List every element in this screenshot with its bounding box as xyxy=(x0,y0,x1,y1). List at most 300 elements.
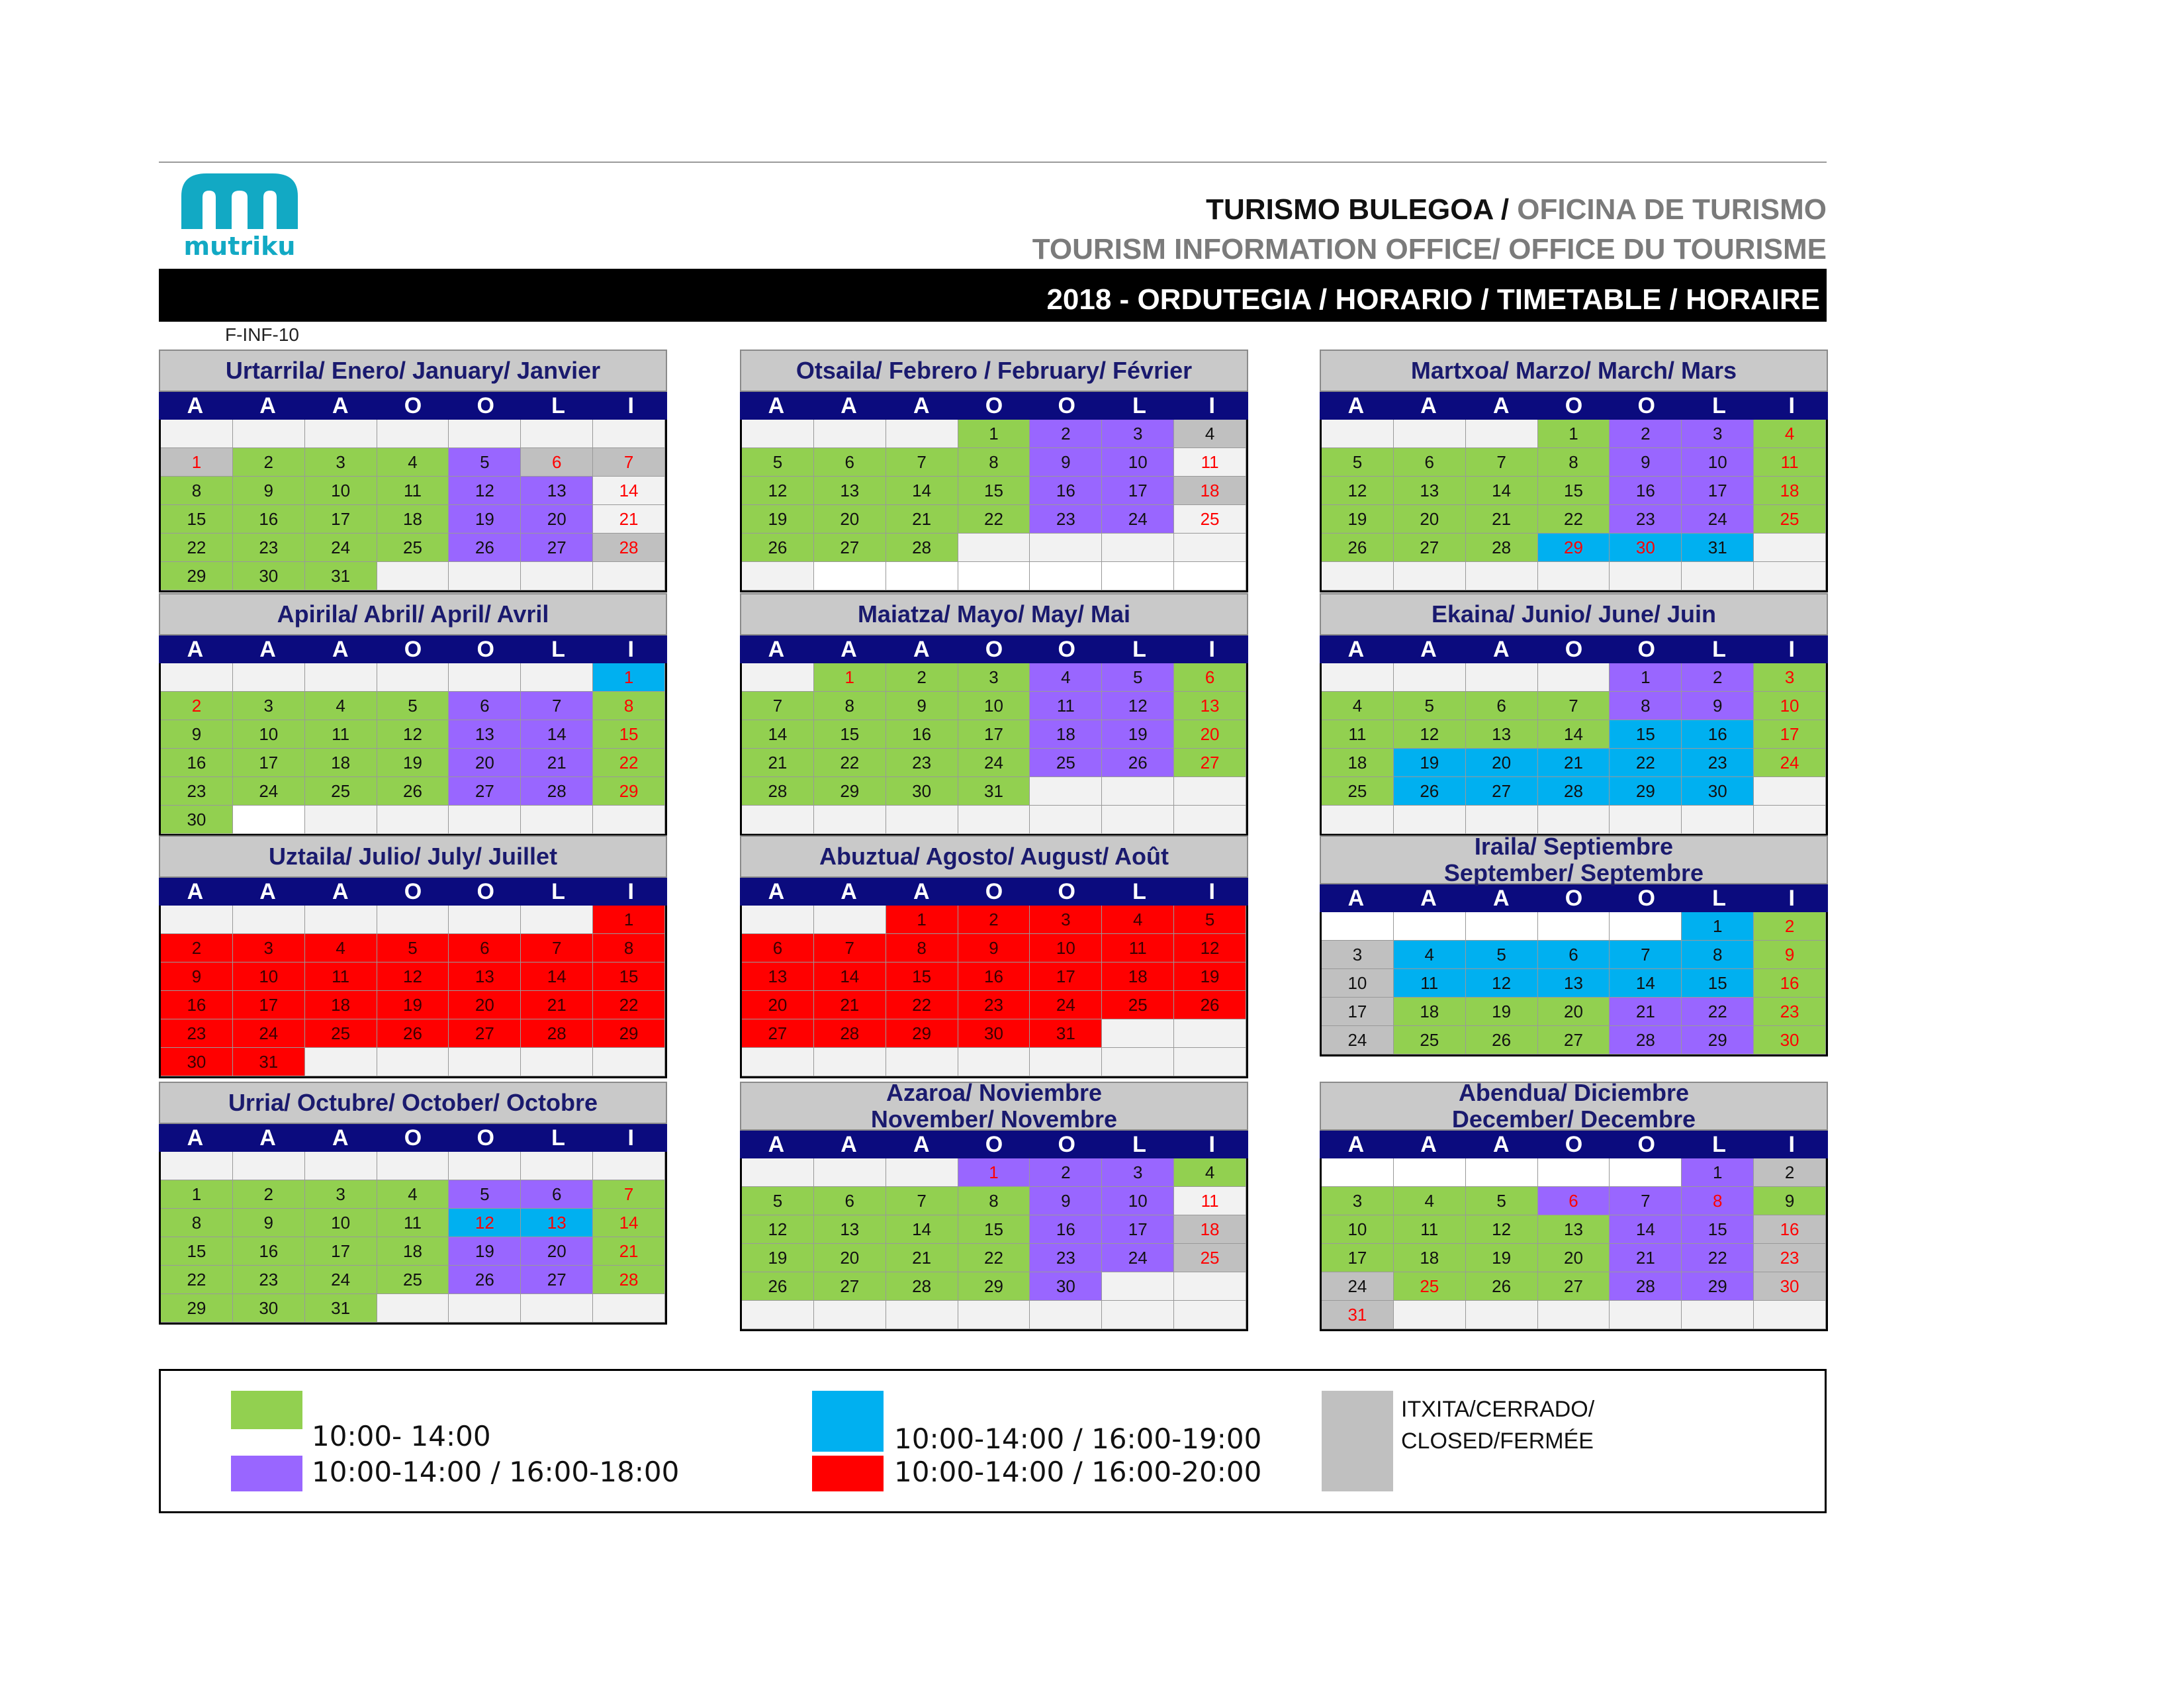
weekday-label: A xyxy=(332,393,349,418)
day-cell: 31 xyxy=(1682,534,1754,562)
empty-cell xyxy=(1754,1301,1826,1329)
day-cell: 8 xyxy=(814,692,886,720)
day-cell: 8 xyxy=(593,934,665,962)
weekday-label: A xyxy=(259,393,276,418)
empty-cell xyxy=(1102,562,1174,590)
day-cell: 7 xyxy=(1610,1187,1682,1215)
empty-cell xyxy=(377,906,449,934)
empty-cell xyxy=(233,663,305,692)
empty-cell xyxy=(1174,534,1246,562)
empty-cell xyxy=(305,906,377,934)
day-cell: 12 xyxy=(1394,720,1466,749)
day-cell: 7 xyxy=(593,1180,665,1209)
day-cell: 15 xyxy=(1682,1215,1754,1244)
day-cell: 19 xyxy=(742,505,814,534)
empty-cell xyxy=(1610,562,1682,590)
day-cell: 19 xyxy=(742,1244,814,1272)
header-title-dark: TURISMO BULEGOA / xyxy=(1206,193,1510,226)
weekday-label: I xyxy=(627,637,634,662)
day-cell: 1 xyxy=(814,663,886,692)
day-cell: 19 xyxy=(1394,749,1466,777)
day-cell: 19 xyxy=(449,505,521,534)
month-title-text: Martxoa/ Marzo/ March/ Mars xyxy=(1410,357,1737,384)
empty-cell xyxy=(521,1048,593,1076)
day-cell: 19 xyxy=(1322,505,1394,534)
day-cell: 2 xyxy=(1030,1158,1102,1187)
day-cell: 16 xyxy=(1754,1215,1826,1244)
day-cell: 2 xyxy=(1610,420,1682,448)
weekday-label: A xyxy=(768,879,785,904)
day-cell: 4 xyxy=(1174,1158,1246,1187)
day-cell: 22 xyxy=(1682,998,1754,1026)
weekday-label: O xyxy=(1058,393,1075,418)
day-cell: 13 xyxy=(1394,477,1466,505)
empty-cell xyxy=(449,1152,521,1180)
day-cell: 14 xyxy=(1538,720,1610,749)
day-cell: 11 xyxy=(1102,934,1174,962)
day-cell: 29 xyxy=(814,777,886,806)
empty-cell xyxy=(521,562,593,590)
day-cell: 9 xyxy=(1030,448,1102,477)
day-cell: 3 xyxy=(1682,420,1754,448)
empty-cell xyxy=(521,420,593,448)
day-cell: 30 xyxy=(233,562,305,590)
day-cell: 30 xyxy=(886,777,958,806)
empty-cell xyxy=(233,420,305,448)
month-title-text: Iraila/ Septiembre September/ Septembre xyxy=(1443,833,1704,886)
weekday-label: O xyxy=(404,1125,422,1150)
day-cell: 19 xyxy=(377,749,449,777)
weekday-label: A xyxy=(259,637,276,662)
day-cell: 8 xyxy=(161,477,233,505)
day-cell: 7 xyxy=(886,448,958,477)
empty-cell xyxy=(233,1152,305,1180)
day-cell: 29 xyxy=(593,777,665,806)
empty-cell xyxy=(377,420,449,448)
day-cell: 6 xyxy=(1538,941,1610,969)
day-cell: 10 xyxy=(1322,1215,1394,1244)
day-cell: 30 xyxy=(161,806,233,834)
day-cell: 15 xyxy=(1610,720,1682,749)
day-cell: 24 xyxy=(958,749,1030,777)
day-cell: 21 xyxy=(742,749,814,777)
day-cell: 22 xyxy=(958,1244,1030,1272)
month-calendar xyxy=(740,593,1248,836)
day-cell: 13 xyxy=(449,962,521,991)
day-cell: 2 xyxy=(1682,663,1754,692)
day-cell: 4 xyxy=(1754,420,1826,448)
day-cell: 23 xyxy=(233,1266,305,1294)
day-cell: 30 xyxy=(1682,777,1754,806)
day-cell: 10 xyxy=(1754,692,1826,720)
month-title-text: Azaroa/ Noviembre November/ Novembre xyxy=(870,1079,1118,1133)
empty-cell xyxy=(377,806,449,834)
day-grid xyxy=(1320,663,1828,836)
day-cell: 27 xyxy=(521,534,593,562)
empty-cell xyxy=(1538,1158,1610,1187)
day-cell: 16 xyxy=(886,720,958,749)
form-code: F-INF-10 xyxy=(225,324,299,345)
month-calendar xyxy=(159,1082,667,1325)
day-cell: 28 xyxy=(1610,1026,1682,1055)
day-cell: 20 xyxy=(814,505,886,534)
day-cell: 24 xyxy=(1682,505,1754,534)
day-cell: 2 xyxy=(886,663,958,692)
day-cell: 29 xyxy=(593,1019,665,1048)
empty-cell xyxy=(1682,806,1754,834)
day-cell: 30 xyxy=(1030,1272,1102,1301)
empty-cell xyxy=(1102,806,1174,834)
day-cell: 14 xyxy=(886,477,958,505)
weekday-label: O xyxy=(1565,886,1583,911)
empty-cell xyxy=(305,1152,377,1180)
weekday-label: A xyxy=(841,393,857,418)
day-cell: 4 xyxy=(1102,906,1174,934)
empty-cell xyxy=(1102,534,1174,562)
day-cell: 28 xyxy=(1466,534,1538,562)
day-cell: 11 xyxy=(377,477,449,505)
day-cell: 17 xyxy=(233,749,305,777)
weekday-label: O xyxy=(1565,393,1583,418)
empty-cell xyxy=(814,562,886,590)
day-cell: 8 xyxy=(886,934,958,962)
day-cell: 6 xyxy=(521,448,593,477)
day-cell: 11 xyxy=(1394,969,1466,998)
day-cell: 2 xyxy=(1754,1158,1826,1187)
day-cell: 16 xyxy=(233,505,305,534)
day-cell: 20 xyxy=(814,1244,886,1272)
empty-cell xyxy=(814,420,886,448)
weekday-label: L xyxy=(1132,1132,1146,1157)
day-cell: 22 xyxy=(1538,505,1610,534)
day-cell: 26 xyxy=(742,534,814,562)
day-cell: 14 xyxy=(1610,1215,1682,1244)
day-cell: 2 xyxy=(1754,912,1826,941)
header-title-grey: OFICINA DE TURISMO xyxy=(1509,193,1827,226)
day-cell: 27 xyxy=(449,777,521,806)
day-cell: 8 xyxy=(1610,692,1682,720)
weekday-label: O xyxy=(1058,637,1075,662)
day-cell: 9 xyxy=(1030,1187,1102,1215)
legend-purple-swatch xyxy=(231,1456,302,1491)
weekday-label: A xyxy=(913,1132,930,1157)
empty-cell xyxy=(1394,1158,1466,1187)
day-cell: 8 xyxy=(593,692,665,720)
empty-cell xyxy=(1538,806,1610,834)
day-cell: 28 xyxy=(1610,1272,1682,1301)
day-cell: 9 xyxy=(161,962,233,991)
day-cell: 20 xyxy=(449,991,521,1019)
day-cell: 5 xyxy=(1466,1187,1538,1215)
day-cell: 7 xyxy=(521,934,593,962)
weekday-label: L xyxy=(1712,886,1726,911)
mutriku-logo xyxy=(173,169,306,262)
empty-cell xyxy=(161,420,233,448)
month-calendar xyxy=(159,593,667,836)
weekday-label: A xyxy=(259,1125,276,1150)
day-cell: 14 xyxy=(521,962,593,991)
weekday-label: L xyxy=(551,1125,565,1150)
day-cell: 5 xyxy=(742,448,814,477)
empty-cell xyxy=(1322,663,1394,692)
empty-cell xyxy=(1030,806,1102,834)
month-title xyxy=(740,1079,1248,1133)
day-cell: 4 xyxy=(305,692,377,720)
empty-cell xyxy=(886,806,958,834)
weekday-label: O xyxy=(985,1132,1003,1157)
day-cell: 20 xyxy=(1466,749,1538,777)
day-cell: 13 xyxy=(521,1209,593,1237)
month-calendar xyxy=(1320,350,1828,592)
day-cell: 1 xyxy=(161,448,233,477)
empty-cell xyxy=(305,1048,377,1076)
empty-cell xyxy=(449,1048,521,1076)
day-cell: 15 xyxy=(958,477,1030,505)
day-cell: 24 xyxy=(233,1019,305,1048)
day-cell: 20 xyxy=(521,505,593,534)
day-cell: 12 xyxy=(1102,692,1174,720)
weekday-label: O xyxy=(1637,1132,1655,1157)
day-cell: 22 xyxy=(814,749,886,777)
day-cell: 27 xyxy=(1174,749,1246,777)
day-cell: 23 xyxy=(1682,749,1754,777)
day-cell: 17 xyxy=(305,505,377,534)
weekday-header xyxy=(159,878,667,906)
day-grid xyxy=(740,906,1248,1078)
empty-cell xyxy=(886,1301,958,1329)
empty-cell xyxy=(1174,1272,1246,1301)
day-cell: 6 xyxy=(521,1180,593,1209)
day-cell: 10 xyxy=(233,720,305,749)
day-cell: 13 xyxy=(742,962,814,991)
day-cell: 11 xyxy=(305,720,377,749)
day-cell: 20 xyxy=(449,749,521,777)
day-cell: 12 xyxy=(449,477,521,505)
day-cell: 15 xyxy=(886,962,958,991)
day-cell: 8 xyxy=(1682,941,1754,969)
empty-cell xyxy=(742,1158,814,1187)
day-cell: 1 xyxy=(1538,420,1610,448)
empty-cell xyxy=(521,1294,593,1323)
day-cell: 19 xyxy=(1466,998,1538,1026)
weekday-label: A xyxy=(332,637,349,662)
day-cell: 21 xyxy=(886,1244,958,1272)
empty-cell xyxy=(742,420,814,448)
empty-cell xyxy=(377,1294,449,1323)
empty-cell xyxy=(521,906,593,934)
day-cell: 21 xyxy=(1610,1244,1682,1272)
empty-cell xyxy=(233,806,305,834)
weekday-label: A xyxy=(332,879,349,904)
empty-cell xyxy=(1754,534,1826,562)
weekday-label: A xyxy=(187,879,204,904)
weekday-label: O xyxy=(1058,879,1075,904)
empty-cell xyxy=(958,1048,1030,1076)
empty-cell xyxy=(1394,912,1466,941)
day-cell: 7 xyxy=(1610,941,1682,969)
month-title xyxy=(1320,593,1828,635)
header-line-1 xyxy=(1206,193,1827,226)
empty-cell xyxy=(1322,1158,1394,1187)
day-cell: 3 xyxy=(1322,1187,1394,1215)
legend xyxy=(159,1369,1827,1513)
empty-cell xyxy=(1466,562,1538,590)
day-grid xyxy=(1320,1158,1828,1331)
day-cell: 31 xyxy=(233,1048,305,1076)
empty-cell xyxy=(958,562,1030,590)
empty-cell xyxy=(1538,562,1610,590)
weekday-header xyxy=(159,392,667,420)
day-cell: 25 xyxy=(1030,749,1102,777)
day-cell: 10 xyxy=(1102,1187,1174,1215)
empty-cell xyxy=(521,663,593,692)
month-calendar xyxy=(740,835,1248,1078)
day-cell: 16 xyxy=(1030,477,1102,505)
weekday-label: A xyxy=(768,1132,785,1157)
empty-cell xyxy=(1394,806,1466,834)
day-cell: 3 xyxy=(1102,420,1174,448)
legend-purple-label: 10:00-14:00 / 16:00-18:00 xyxy=(312,1456,680,1488)
day-grid xyxy=(1320,420,1828,592)
day-cell: 9 xyxy=(958,934,1030,962)
month-title-text: Maiatza/ Mayo/ May/ Mai xyxy=(857,600,1131,628)
empty-cell xyxy=(449,806,521,834)
day-cell: 28 xyxy=(886,534,958,562)
day-grid xyxy=(159,906,667,1078)
day-cell: 3 xyxy=(958,663,1030,692)
empty-cell xyxy=(161,663,233,692)
day-cell: 20 xyxy=(742,991,814,1019)
empty-cell xyxy=(1174,806,1246,834)
day-cell: 11 xyxy=(1030,692,1102,720)
day-cell: 5 xyxy=(1102,663,1174,692)
day-cell: 7 xyxy=(593,448,665,477)
empty-cell xyxy=(742,1048,814,1076)
empty-cell xyxy=(1102,1019,1174,1048)
day-cell: 13 xyxy=(1538,969,1610,998)
weekday-label: A xyxy=(913,637,930,662)
day-cell: 17 xyxy=(958,720,1030,749)
day-cell: 24 xyxy=(1102,505,1174,534)
day-cell: 9 xyxy=(233,1209,305,1237)
empty-cell xyxy=(1102,1272,1174,1301)
day-cell: 29 xyxy=(1682,1272,1754,1301)
month-title xyxy=(159,1082,667,1124)
logo-text: mutriku xyxy=(183,232,296,261)
day-cell: 4 xyxy=(305,934,377,962)
day-cell: 3 xyxy=(1754,663,1826,692)
weekday-header xyxy=(740,392,1248,420)
day-cell: 15 xyxy=(161,1237,233,1266)
top-rule xyxy=(159,162,1827,163)
empty-cell xyxy=(814,906,886,934)
day-cell: 7 xyxy=(1538,692,1610,720)
empty-cell xyxy=(305,420,377,448)
legend-closed-label: ITXITA/CERRADO/ CLOSED/FERMÉE xyxy=(1401,1397,1595,1454)
day-cell: 27 xyxy=(1538,1026,1610,1055)
day-cell: 28 xyxy=(886,1272,958,1301)
day-cell: 29 xyxy=(886,1019,958,1048)
day-cell: 27 xyxy=(449,1019,521,1048)
day-cell: 28 xyxy=(742,777,814,806)
day-cell: 11 xyxy=(1754,448,1826,477)
empty-cell xyxy=(449,663,521,692)
weekday-header xyxy=(159,1124,667,1152)
day-cell: 7 xyxy=(814,934,886,962)
day-cell: 23 xyxy=(886,749,958,777)
month-title xyxy=(1320,1079,1828,1133)
day-cell: 13 xyxy=(1174,692,1246,720)
day-cell: 22 xyxy=(593,991,665,1019)
day-cell: 12 xyxy=(377,962,449,991)
day-cell: 24 xyxy=(233,777,305,806)
legend-blue-swatch xyxy=(812,1391,884,1452)
empty-cell xyxy=(814,1158,886,1187)
weekday-label: A xyxy=(1493,637,1510,662)
day-cell: 13 xyxy=(1538,1215,1610,1244)
day-cell: 26 xyxy=(1322,534,1394,562)
weekday-label: L xyxy=(1132,637,1146,662)
empty-cell xyxy=(305,663,377,692)
weekday-label: O xyxy=(1565,637,1583,662)
day-cell: 16 xyxy=(233,1237,305,1266)
day-cell: 4 xyxy=(377,1180,449,1209)
empty-cell xyxy=(886,1048,958,1076)
day-cell: 10 xyxy=(1102,448,1174,477)
weekday-label: O xyxy=(1565,1132,1583,1157)
weekday-label: A xyxy=(187,1125,204,1150)
month-title xyxy=(159,835,667,878)
weekday-label: L xyxy=(1712,393,1726,418)
day-cell: 27 xyxy=(1394,534,1466,562)
empty-cell xyxy=(742,1301,814,1329)
weekday-label: A xyxy=(1493,393,1510,418)
empty-cell xyxy=(742,906,814,934)
day-cell: 2 xyxy=(233,448,305,477)
day-cell: 20 xyxy=(1538,998,1610,1026)
empty-cell xyxy=(1394,1301,1466,1329)
empty-cell xyxy=(1466,1158,1538,1187)
weekday-label: A xyxy=(841,637,857,662)
day-cell: 4 xyxy=(1394,1187,1466,1215)
weekday-label: L xyxy=(1132,879,1146,904)
day-cell: 2 xyxy=(233,1180,305,1209)
day-cell: 3 xyxy=(1030,906,1102,934)
empty-cell xyxy=(1174,777,1246,806)
empty-cell xyxy=(1682,1301,1754,1329)
empty-cell xyxy=(1466,912,1538,941)
day-cell: 21 xyxy=(593,1237,665,1266)
weekday-label: A xyxy=(913,393,930,418)
legend-closed-swatch xyxy=(1322,1391,1393,1491)
day-cell: 25 xyxy=(305,1019,377,1048)
weekday-label: I xyxy=(627,1125,634,1150)
day-cell: 24 xyxy=(305,1266,377,1294)
weekday-label: A xyxy=(1347,886,1365,911)
day-cell: 5 xyxy=(1466,941,1538,969)
empty-cell xyxy=(593,1048,665,1076)
day-cell: 18 xyxy=(1394,1244,1466,1272)
day-grid xyxy=(159,1152,667,1325)
weekday-label: L xyxy=(1132,393,1146,418)
day-grid xyxy=(740,663,1248,836)
empty-cell xyxy=(1538,1301,1610,1329)
day-cell: 27 xyxy=(814,1272,886,1301)
day-cell: 2 xyxy=(161,692,233,720)
empty-cell xyxy=(233,906,305,934)
day-cell: 6 xyxy=(814,448,886,477)
day-cell: 30 xyxy=(233,1294,305,1323)
